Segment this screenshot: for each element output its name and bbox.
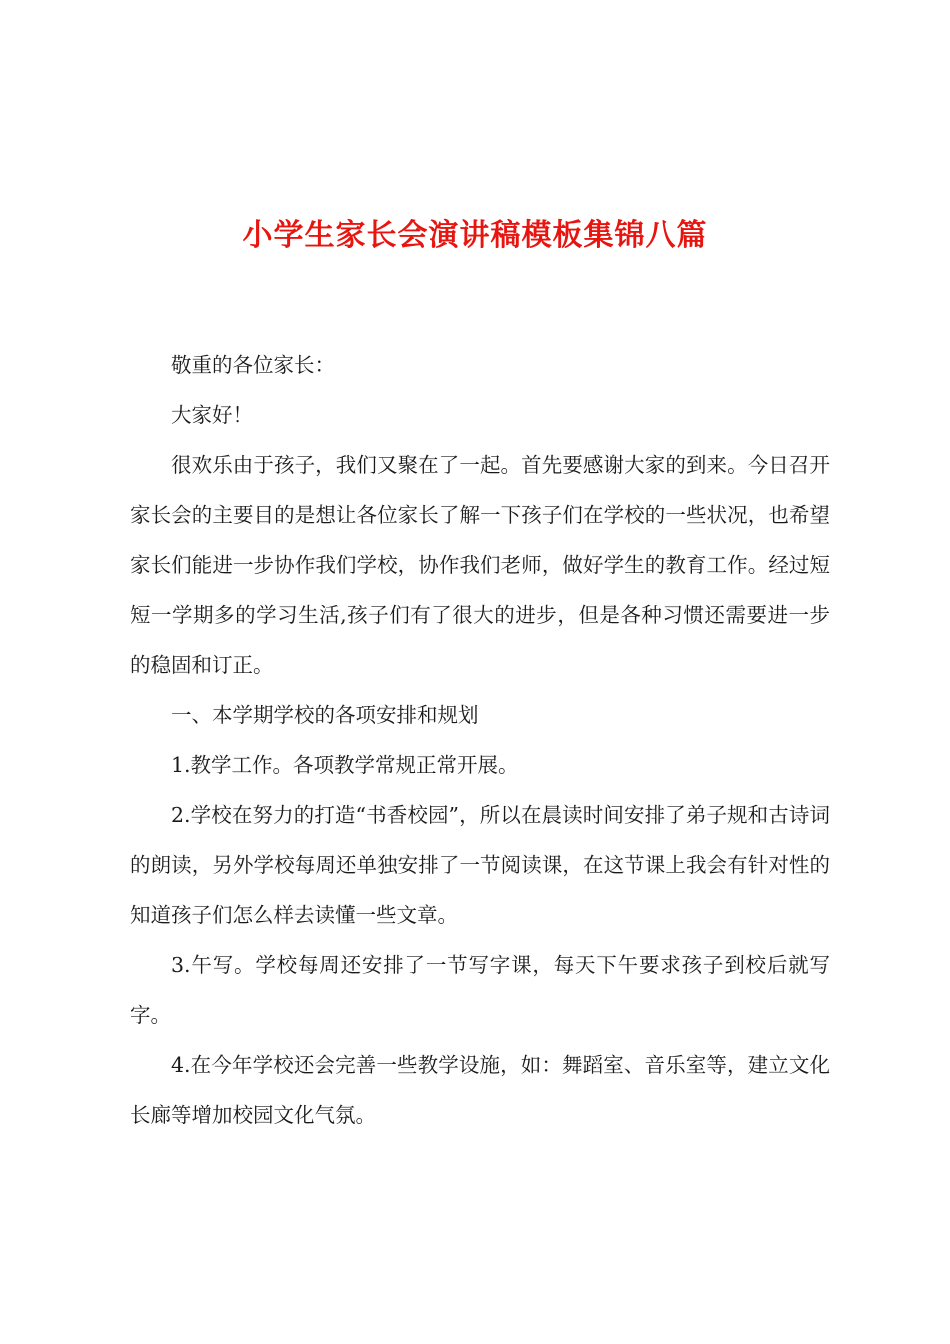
list-item-1: 1.教学工作。各项教学常规正常开展。 (171, 753, 519, 777)
list-item-4: 4.在今年学校还会完善一些教学设施，如：舞蹈室、音乐室等，建立文化长廊等增加校园文化气氛。 (130, 1053, 830, 1127)
document-title: 小学生家长会演讲稿模板集锦八篇 (242, 218, 708, 253)
greeting: 大家好！ (171, 403, 253, 427)
document-body (130, 340, 830, 1140)
salutation: 敬重的各位家长： (171, 353, 335, 377)
section-heading: 一、本学期学校的各项安排和规划 (171, 703, 479, 727)
list-item-2: 2.学校在努力的打造“书香校园”，所以在晨读时间安排了弟子规和古诗词的朗读，另外学校每周还单独安排了一节阅读课，在这节课上我会有针对性的知道孩子们怎么样去读懂一些文章。 (130, 803, 830, 927)
list-item-3: 3.午写。学校每周还安排了一节写字课，每天下午要求孩子到校后就写字。 (130, 953, 830, 1027)
intro-paragraph: 很欢乐由于孩子，我们又聚在了一起。首先要感谢大家的到来。今日召开家长会的主要目的是想让各位家长了解一下孩子们在学校的一些状况，也希望家长们能进一步协作我们学校，协作我们老师，做好学生的教育工作。经过短短一学期多的学习生活,孩子们有了很大的进步，但是各种习惯还需要进一步的稳固和订正。 (130, 453, 830, 677)
